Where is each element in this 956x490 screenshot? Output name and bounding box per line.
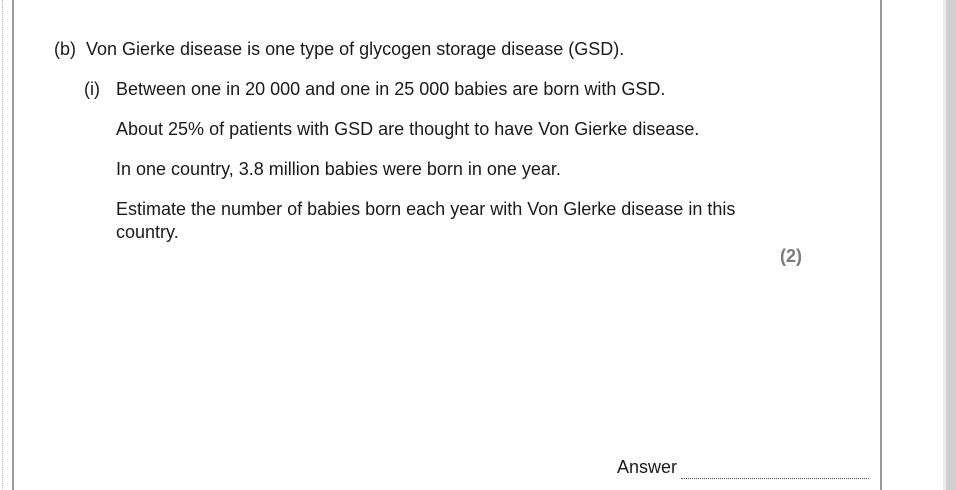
question-line-incidence: Between one in 20 000 and one in 25 000 babies are born with GSD. xyxy=(116,79,666,99)
question-line-births: In one country, 3.8 million babies were born in one year. xyxy=(116,159,561,179)
page-margin-highlight xyxy=(943,0,946,490)
part-label: (b) xyxy=(54,39,76,59)
answer-field[interactable] xyxy=(681,462,869,479)
question-box xyxy=(12,0,882,490)
answer-row xyxy=(617,456,869,479)
subpart-label: (i) xyxy=(84,79,100,99)
page-edge-dotted-line xyxy=(2,0,3,490)
marks-indicator: (2) xyxy=(780,246,802,266)
answer-label: Answer xyxy=(617,457,678,477)
part-stem: Von Gierke disease is one type of glycogen storage disease (GSD). xyxy=(86,39,625,59)
question-line-proportion: About 25% of patients with GSD are thought to have Von Gierke disease. xyxy=(116,119,700,139)
question-line-instruction: Estimate the number of babies born each year with Von Glerke disease in this country. xyxy=(116,199,736,242)
